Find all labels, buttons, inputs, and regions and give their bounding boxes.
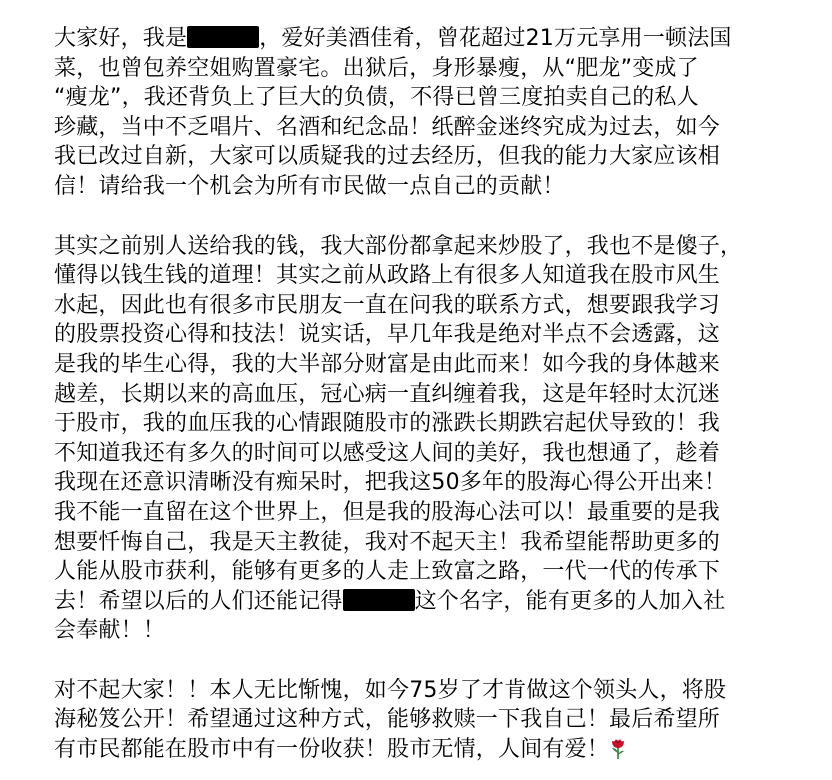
text-line: “瘦龙”，我还背负上了巨大的负债，不得已曾三度拍卖自己的私人 <box>54 85 699 111</box>
text-segment: 这个名字，能有更多的人加入社 <box>414 588 726 614</box>
text-segment: ，爱好美酒佳肴，曾花超过21万元享用一顿法国 <box>259 26 732 51</box>
text-line: 我不能一直留在这个世界上，但是我的股海心法可以！最重要的是我 <box>54 499 721 525</box>
redaction-bar <box>187 26 259 48</box>
text-line: 其实之前别人送给我的钱，我大部份都拿起来炒股了，我也不是傻子， <box>54 233 743 259</box>
text-line <box>54 24 814 54</box>
text-line: 对不起大家！！本人无比惭愧，如今75岁了才肯做这个领头人，将股 <box>54 677 727 703</box>
text-line: 信！请给我一个机会为所有市民做一点自己的贡献！ <box>54 173 565 199</box>
redaction-bar <box>343 589 415 611</box>
paragraph-spacer <box>54 646 814 676</box>
text-line: 我现在还意识清晰没有痴呆时，把我这50多年的股海心得公开出来！ <box>54 470 727 496</box>
paragraph-2 <box>54 232 814 646</box>
text-line: 的股票投资心得和技法！说实话，早几年我是绝对半点不会透露，这 <box>54 322 721 348</box>
post-body <box>54 24 814 765</box>
text-segment: 去！希望以后的人们还能记得 <box>54 588 343 614</box>
text-line: 人能从股市获利，能够有更多的人走上致富之路，一代一代的传承下 <box>54 559 721 585</box>
rose-icon <box>609 736 627 760</box>
text-segment: 有市民都能在股市中有一份收获！股市无情，人间有爱！ <box>54 737 610 763</box>
text-line: 于股市，我的血压我的心情跟随股市的涨跌长期跌宕起伏导致的！我 <box>54 411 721 437</box>
text-line: 珍藏，当中不乏唱片、名酒和纪念品！纸醉金迷终究成为过去，如今 <box>54 114 721 140</box>
paragraph-1 <box>54 24 814 202</box>
text-line <box>54 735 814 765</box>
text-line: 水起，因此也有很多市民朋友一直在问我的联系方式，想要跟我学习 <box>54 292 721 318</box>
text-line: 不知道我还有多久的时间可以感受这人间的美好，我也想通了，趁着 <box>54 440 721 466</box>
text-line: 想要忏悔自己，我是天主教徒，我对不起天主！我希望能帮助更多的 <box>54 529 721 555</box>
paragraph-spacer <box>54 202 814 232</box>
text-line: 越差，长期以来的高血压，冠心病一直纠缠着我，这是年轻时太沉迷 <box>54 381 721 407</box>
text-line: 会奉献！！ <box>54 618 166 644</box>
text-line <box>54 587 814 617</box>
paragraph-3 <box>54 676 814 765</box>
text-line: 是我的毕生心得，我的大半部分财富是由此而来！如今我的身体越来 <box>54 351 721 377</box>
text-line: 菜，也曾包养空姐购置豪宅。出狱后，身形暴瘦，从“肥龙”变成了 <box>54 55 699 81</box>
text-line: 海秘笈公开！希望通过这种方式，能够救赎一下我自己！最后希望所 <box>54 707 721 733</box>
text-segment: 大家好，我是 <box>54 26 188 51</box>
text-line: 我已改过自新，大家可以质疑我的过去经历，但我的能力大家应该相 <box>54 144 721 170</box>
text-line: 懂得以钱生钱的道理！其实之前从政路上有很多人知道我在股市风生 <box>54 263 721 289</box>
